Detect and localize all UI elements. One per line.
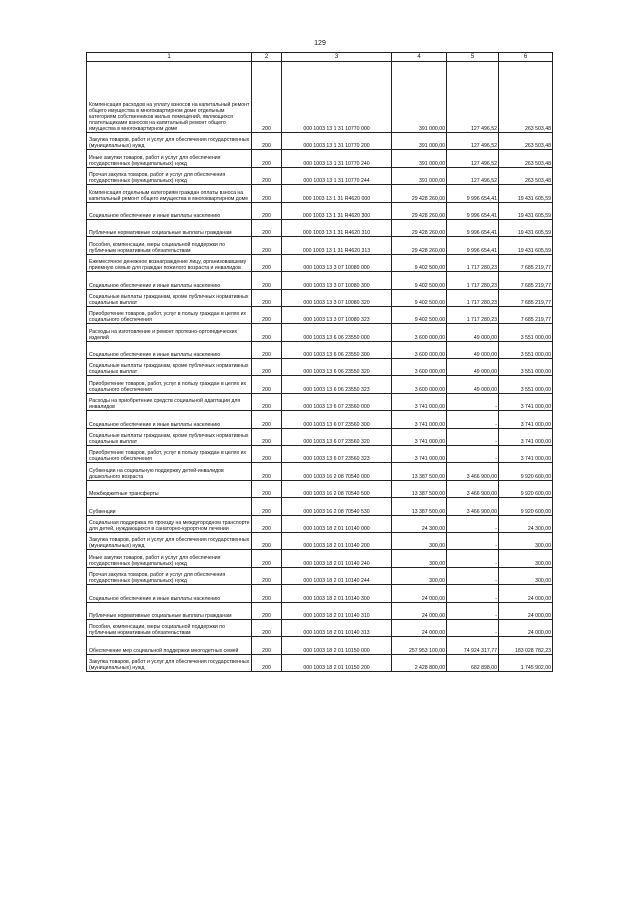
row-code: 200 (252, 602, 282, 619)
row-plan: 300,00 (392, 550, 447, 567)
row-name: Субвенции (87, 498, 252, 515)
table-row (87, 254, 553, 271)
table-row (87, 654, 553, 671)
row-plan: 3 741 000,00 (392, 393, 447, 410)
table-row (87, 585, 553, 602)
row-code: 200 (252, 463, 282, 480)
row-code: 200 (252, 219, 282, 236)
table-row (87, 532, 553, 549)
row-executed: 9 996 654,41 (447, 185, 499, 202)
row-kbk: 000 1003 13 6 07 23560 323 (282, 446, 392, 463)
row-kbk: 000 1003 18 2 01 10150 000 (282, 637, 392, 654)
row-code: 200 (252, 428, 282, 445)
row-kbk: 000 1003 18 2 01 10150 200 (282, 654, 392, 671)
row-name: Иные закупки товаров, работ и услуг для обеспечения государственных (муниципальных) нужд (87, 550, 252, 567)
row-code: 200 (252, 654, 282, 671)
row-plan: 257 953 100,00 (392, 637, 447, 654)
row-code: 200 (252, 289, 282, 306)
row-kbk: 000 1003 18 2 01 10140 244 (282, 567, 392, 584)
table-row (87, 498, 553, 515)
row-remaining: 263 503,48 (499, 150, 553, 167)
row-plan: 29 428 260,00 (392, 219, 447, 236)
row-code: 200 (252, 393, 282, 410)
row-plan: 9 402 500,00 (392, 272, 447, 289)
row-plan: 24 000,00 (392, 585, 447, 602)
row-remaining: 7 685 219,77 (499, 272, 553, 289)
row-remaining: 9 920 600,00 (499, 480, 553, 497)
table-row (87, 289, 553, 306)
table-row (87, 446, 553, 463)
row-remaining: 24 000,00 (499, 619, 553, 636)
row-remaining: 3 741 000,00 (499, 446, 553, 463)
row-plan: 391 000,00 (392, 62, 447, 133)
row-plan: 2 428 800,00 (392, 654, 447, 671)
row-executed: 9 996 654,41 (447, 202, 499, 219)
row-code: 200 (252, 498, 282, 515)
row-executed: - (447, 393, 499, 410)
page-number: 129 (314, 40, 326, 47)
row-plan: 13 387 500,00 (392, 463, 447, 480)
row-kbk: 000 1003 16 2 08 70540 000 (282, 463, 392, 480)
row-remaining: 3 741 000,00 (499, 393, 553, 410)
row-executed: 127 496,52 (447, 133, 499, 150)
row-executed: 9 996 654,41 (447, 219, 499, 236)
row-code: 200 (252, 359, 282, 376)
row-name: Социальные выплаты гражданам, кроме публичных нормативных социальных выплат (87, 289, 252, 306)
row-kbk: 000 1003 13 1 31 R4620 000 (282, 185, 392, 202)
col-header: 1 (87, 53, 252, 62)
row-name: Ежемесячное денежное вознаграждение лицу, организовавшему приемную семью для граждан пожилого возраста и инвалидов (87, 254, 252, 271)
row-executed: - (447, 411, 499, 428)
row-name: Закупка товаров, работ и услуг для обеспечения государственных (муниципальных) нужд (87, 133, 252, 150)
row-kbk: 000 1003 13 1 31 R4620 310 (282, 219, 392, 236)
row-plan: 9 402 500,00 (392, 289, 447, 306)
row-remaining: 24 000,00 (499, 602, 553, 619)
row-executed: - (447, 550, 499, 567)
row-code: 200 (252, 324, 282, 341)
row-plan: 24 000,00 (392, 619, 447, 636)
table-row (87, 324, 553, 341)
row-remaining: 300,00 (499, 550, 553, 567)
table-row (87, 480, 553, 497)
row-code: 200 (252, 272, 282, 289)
row-code: 200 (252, 532, 282, 549)
row-plan: 391 000,00 (392, 167, 447, 184)
table-row (87, 202, 553, 219)
row-remaining: 3 551 000,00 (499, 376, 553, 393)
row-kbk: 000 1003 13 6 07 23560 320 (282, 428, 392, 445)
row-code: 200 (252, 341, 282, 358)
row-plan: 13 387 500,00 (392, 480, 447, 497)
table-row (87, 393, 553, 410)
row-code: 200 (252, 306, 282, 323)
row-executed: 127 496,52 (447, 150, 499, 167)
row-kbk: 000 1003 13 6 06 23550 300 (282, 341, 392, 358)
col-header: 5 (447, 53, 499, 62)
row-code: 200 (252, 150, 282, 167)
row-remaining: 3 551 000,00 (499, 324, 553, 341)
row-name: Пособия, компенсации, меры социальной поддержки по публичным нормативным обязательствам (87, 237, 252, 254)
table-row (87, 637, 553, 654)
row-kbk: 000 1003 18 2 01 10140 310 (282, 602, 392, 619)
table-row (87, 602, 553, 619)
table-row (87, 237, 553, 254)
col-header: 4 (392, 53, 447, 62)
row-name: Приобретение товаров, работ, услуг в пользу граждан в целях их социального обеспечения (87, 376, 252, 393)
row-code: 200 (252, 167, 282, 184)
row-plan: 3 741 000,00 (392, 411, 447, 428)
row-name: Пособия, компенсации, меры социальной поддержки по публичным нормативным обязательствам (87, 619, 252, 636)
row-executed: - (447, 619, 499, 636)
row-executed: 1 717 280,23 (447, 272, 499, 289)
row-name: Социальное обеспечение и иные выплаты населению (87, 202, 252, 219)
row-name: Прочая закупка товаров, работ и услуг для обеспечения государственных (муниципальных) нужд (87, 167, 252, 184)
row-kbk: 000 1003 18 2 01 10140 313 (282, 619, 392, 636)
row-code: 200 (252, 446, 282, 463)
table-row (87, 359, 553, 376)
row-plan: 300,00 (392, 567, 447, 584)
row-remaining: 3 741 000,00 (499, 428, 553, 445)
row-name: Социальное обеспечение и иные выплаты населению (87, 341, 252, 358)
row-remaining: 7 685 219,77 (499, 306, 553, 323)
table-row (87, 167, 553, 184)
row-executed: 3 466 900,00 (447, 498, 499, 515)
row-remaining: 7 685 219,77 (499, 254, 553, 271)
row-name: Социальные выплаты гражданам, кроме публичных нормативных социальных выплат (87, 359, 252, 376)
row-code: 200 (252, 619, 282, 636)
row-executed: 682 898,00 (447, 654, 499, 671)
row-kbk: 000 1003 13 1 31 R4620 300 (282, 202, 392, 219)
row-code: 200 (252, 237, 282, 254)
row-kbk: 000 1003 16 2 08 70540 500 (282, 480, 392, 497)
row-executed: - (447, 446, 499, 463)
row-executed: 49 000,00 (447, 324, 499, 341)
row-code: 200 (252, 62, 282, 133)
table-row (87, 515, 553, 532)
row-name: Закупка товаров, работ и услуг для обеспечения государственных (муниципальных) нужд (87, 654, 252, 671)
table-row (87, 411, 553, 428)
row-kbk: 000 1003 18 2 01 10140 240 (282, 550, 392, 567)
row-kbk: 000 1003 13 1 31 10770 240 (282, 150, 392, 167)
row-plan: 391 000,00 (392, 150, 447, 167)
table-row (87, 463, 553, 480)
row-plan: 24 300,00 (392, 515, 447, 532)
row-kbk: 000 1003 16 2 08 70540 530 (282, 498, 392, 515)
row-name: Компенсация расходов на уплату взносов на капитальный ремонт общего имущества в многоквартирном доме отдельным категориям собственников жилых помещений, являющихся плательщиками взносов на капитальный ремонт общего имущества в многоквартирном доме (87, 62, 252, 133)
row-code: 200 (252, 515, 282, 532)
row-plan: 29 428 260,00 (392, 237, 447, 254)
row-name: Социальные выплаты гражданам, кроме публичных нормативных социальных выплат (87, 428, 252, 445)
row-name: Социальное обеспечение и иные выплаты населению (87, 411, 252, 428)
row-remaining: 9 920 600,00 (499, 498, 553, 515)
row-remaining: 24 000,00 (499, 585, 553, 602)
row-executed: 3 466 900,00 (447, 480, 499, 497)
row-executed: - (447, 532, 499, 549)
row-kbk: 000 1003 13 3 07 10080 000 (282, 254, 392, 271)
row-plan: 3 600 000,00 (392, 324, 447, 341)
table-row (87, 185, 553, 202)
table-row (87, 150, 553, 167)
row-plan: 3 741 000,00 (392, 428, 447, 445)
row-plan: 29 428 260,00 (392, 185, 447, 202)
row-plan: 391 000,00 (392, 133, 447, 150)
row-kbk: 000 1003 13 6 07 23560 300 (282, 411, 392, 428)
row-code: 200 (252, 567, 282, 584)
row-remaining: 19 431 605,59 (499, 202, 553, 219)
row-plan: 3 600 000,00 (392, 341, 447, 358)
row-executed: 74 924 317,77 (447, 637, 499, 654)
row-kbk: 000 1003 13 3 07 10080 323 (282, 306, 392, 323)
row-name: Социальная поддержка по проезду на междугородном транспорте для детей, нуждающихся в санаторно-курортном лечении (87, 515, 252, 532)
table-row (87, 306, 553, 323)
row-plan: 29 428 260,00 (392, 202, 447, 219)
row-remaining: 300,00 (499, 567, 553, 584)
row-plan: 3 600 000,00 (392, 376, 447, 393)
row-executed: 3 466 900,00 (447, 463, 499, 480)
row-name: Обеспечение мер социальной поддержки многодетных семей (87, 637, 252, 654)
row-kbk: 000 1003 18 2 01 10140 300 (282, 585, 392, 602)
table-row (87, 219, 553, 236)
row-kbk: 000 1003 13 6 06 23550 320 (282, 359, 392, 376)
row-name: Социальное обеспечение и иные выплаты населению (87, 585, 252, 602)
row-remaining: 24 300,00 (499, 515, 553, 532)
row-executed: 49 000,00 (447, 376, 499, 393)
row-executed: 1 717 280,23 (447, 289, 499, 306)
row-name: Прочая закупка товаров, работ и услуг для обеспечения государственных (муниципальных) нужд (87, 567, 252, 584)
row-kbk: 000 1003 13 1 31 10770 200 (282, 133, 392, 150)
row-kbk: 000 1003 18 2 01 10140 000 (282, 515, 392, 532)
row-executed: 127 496,52 (447, 167, 499, 184)
table-row (87, 341, 553, 358)
row-code: 200 (252, 185, 282, 202)
row-kbk: 000 1003 13 3 07 10080 320 (282, 289, 392, 306)
table-row (87, 428, 553, 445)
row-kbk: 000 1003 13 3 07 10080 300 (282, 272, 392, 289)
row-executed: - (447, 515, 499, 532)
row-remaining: 19 431 605,59 (499, 237, 553, 254)
col-header: 6 (499, 53, 553, 62)
row-kbk: 000 1003 13 6 07 23560 000 (282, 393, 392, 410)
row-remaining: 300,00 (499, 532, 553, 549)
row-plan: 9 402 500,00 (392, 306, 447, 323)
row-remaining: 3 741 000,00 (499, 411, 553, 428)
row-remaining: 1 745 902,00 (499, 654, 553, 671)
col-header: 2 (252, 53, 282, 62)
row-executed: 49 000,00 (447, 359, 499, 376)
row-name: Расходы на изготовление и ремонт протезно-ортопедических изделий (87, 324, 252, 341)
row-executed: - (447, 428, 499, 445)
row-name: Компенсация отдельным категориям граждан оплаты взноса на капитальный ремонт общего имущества в многоквартирном доме (87, 185, 252, 202)
row-name: Приобретение товаров, работ, услуг в пользу граждан в целях их социального обеспечения (87, 446, 252, 463)
row-remaining: 19 431 605,59 (499, 185, 553, 202)
row-plan: 3 600 000,00 (392, 359, 447, 376)
row-name: Публичные нормативные социальные выплаты гражданам (87, 219, 252, 236)
row-kbk: 000 1003 13 1 31 10770 244 (282, 167, 392, 184)
budget-table (86, 52, 553, 672)
table-row (87, 567, 553, 584)
row-plan: 300,00 (392, 532, 447, 549)
row-remaining: 183 028 782,23 (499, 637, 553, 654)
row-remaining: 9 920 600,00 (499, 463, 553, 480)
row-remaining: 3 551 000,00 (499, 359, 553, 376)
row-name: Публичные нормативные социальные выплаты гражданам (87, 602, 252, 619)
row-kbk: 000 1003 13 1 31 R4620 313 (282, 237, 392, 254)
row-name: Расходы на приобретение средств социальной адаптации для инвалидов (87, 393, 252, 410)
row-kbk: 000 1003 18 2 01 10140 200 (282, 532, 392, 549)
row-executed: 1 717 280,23 (447, 254, 499, 271)
row-name: Иные закупки товаров, работ и услуг для обеспечения государственных (муниципальных) нужд (87, 150, 252, 167)
row-code: 200 (252, 480, 282, 497)
row-code: 200 (252, 411, 282, 428)
row-code: 200 (252, 376, 282, 393)
row-remaining: 3 551 000,00 (499, 341, 553, 358)
col-header: 3 (282, 53, 392, 62)
row-executed: 49 000,00 (447, 341, 499, 358)
table-row (87, 550, 553, 567)
row-executed: 9 996 654,41 (447, 237, 499, 254)
row-executed: - (447, 567, 499, 584)
row-remaining: 7 685 219,77 (499, 289, 553, 306)
row-code: 200 (252, 202, 282, 219)
row-name: Закупка товаров, работ и услуг для обеспечения государственных (муниципальных) нужд (87, 532, 252, 549)
row-plan: 3 741 000,00 (392, 446, 447, 463)
row-code: 200 (252, 637, 282, 654)
table-row (87, 62, 553, 133)
row-name: Субвенции на социальную поддержку детей-инвалидов дошкольного возраста (87, 463, 252, 480)
row-kbk: 000 1003 13 1 31 10770 000 (282, 62, 392, 133)
table-row (87, 133, 553, 150)
row-code: 200 (252, 585, 282, 602)
row-remaining: 263 503,48 (499, 62, 553, 133)
row-executed: - (447, 602, 499, 619)
row-plan: 13 387 500,00 (392, 498, 447, 515)
table-row (87, 619, 553, 636)
row-code: 200 (252, 254, 282, 271)
row-remaining: 19 431 605,59 (499, 219, 553, 236)
row-plan: 24 000,00 (392, 602, 447, 619)
header-row (87, 53, 553, 62)
table-row (87, 272, 553, 289)
row-name: Социальное обеспечение и иные выплаты населению (87, 272, 252, 289)
row-plan: 9 402 500,00 (392, 254, 447, 271)
row-remaining: 263 503,48 (499, 167, 553, 184)
table-row (87, 376, 553, 393)
row-remaining: 263 503,48 (499, 133, 553, 150)
row-kbk: 000 1003 13 6 06 23550 323 (282, 376, 392, 393)
row-code: 200 (252, 133, 282, 150)
row-executed: - (447, 585, 499, 602)
row-name: Приобретение товаров, работ, услуг в пользу граждан в целях их социального обеспечения (87, 306, 252, 323)
row-executed: 127 496,52 (447, 62, 499, 133)
row-executed: 1 717 280,23 (447, 306, 499, 323)
row-code: 200 (252, 550, 282, 567)
row-kbk: 000 1003 13 6 06 23550 000 (282, 324, 392, 341)
row-name: Межбюджетные трансферты (87, 480, 252, 497)
